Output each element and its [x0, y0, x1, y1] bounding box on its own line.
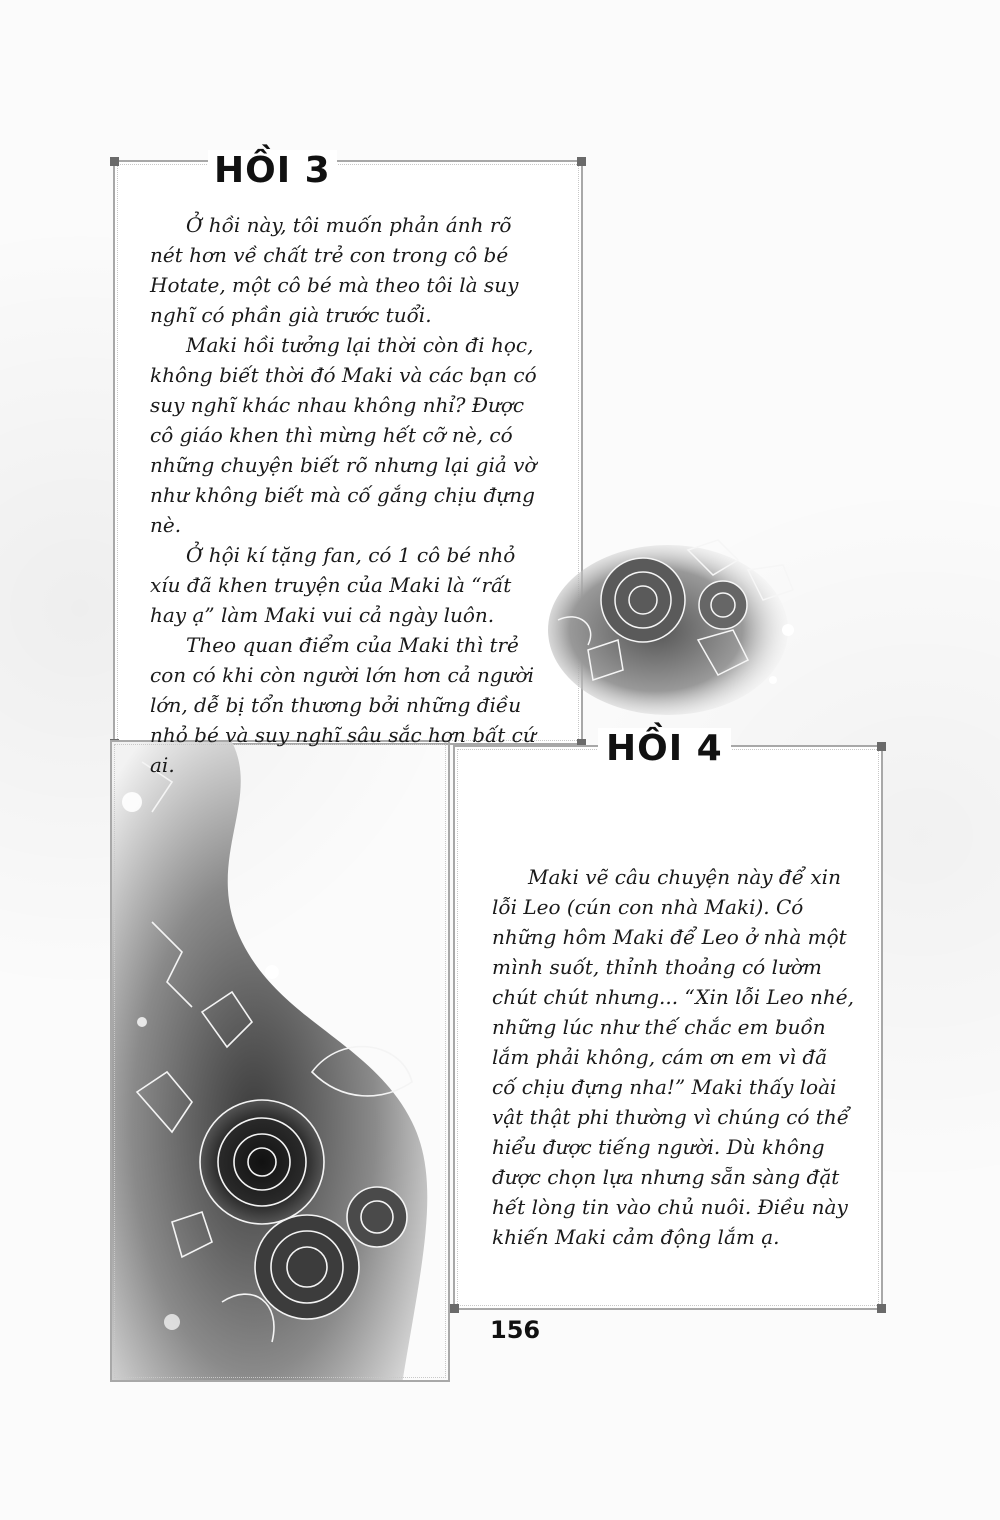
paragraph: Ở hội kí tặng fan, có 1 cô bé nhỏ xíu đã khen truyện của Maki là “rất hay ạ” làm Maki vui cả ngày luôn. — [150, 543, 516, 627]
roses-illustration-panel — [110, 740, 450, 1382]
frame-corner — [577, 157, 586, 166]
roses-and-ivy-illustration — [112, 742, 450, 1382]
rose-and-ivy-illustration — [548, 530, 808, 730]
frame-corner — [877, 1304, 886, 1313]
frame-corner — [450, 1304, 459, 1313]
paragraph: Maki hồi tưởng lại thời còn đi học, không biết thời đó Maki và các bạn có suy nghĩ khác nhau không nhỉ? Được cô giáo khen thì mừng hết cỡ nè, có những chuyện biết rõ nhưng lại giả vờ như không biết mà cố gắng chịu đựng nè. — [150, 333, 537, 537]
section-3-body — [150, 210, 548, 780]
page-number: 156 — [490, 1316, 541, 1344]
section-4-heading: HỒI 4 — [598, 728, 731, 769]
frame-corner — [877, 742, 886, 751]
paragraph: Ở hồi này, tôi muốn phản ánh rõ nét hơn về chất trẻ con trong cô bé Hotate, một cô bé mà theo tôi là suy nghĩ có phần già trước tuổi. — [150, 213, 519, 327]
paragraph: Theo quan điểm của Maki thì trẻ con có khi còn người lớn hơn cả người lớn, dễ bị tổn thương bởi những điều nhỏ bé và suy nghĩ sâu sắc hơn bất cứ ai. — [150, 633, 536, 777]
section-4-body — [492, 862, 854, 1252]
paragraph: Maki vẽ câu chuyện này để xin lỗi Leo (cún con nhà Maki). Có những hôm Maki để Leo ở nhà một mình suốt, thỉnh thoảng có lườm chút chút nhưng... “Xin lỗi Leo nhé, những lúc như thế chắc em buồn lắm phải không, cám ơn em vì đã cố chịu đựng nha!” Maki thấy loài vật thật phi thường vì chúng có thể hiểu được tiếng người. Dù không được chọn lựa nhưng sẵn sàng đặt hết lòng tin vào chủ nuôi. Điều này khiến Maki cảm động lắm ạ. — [492, 865, 854, 1249]
section-3-heading: HỒI 3 — [208, 150, 337, 191]
frame-corner — [110, 157, 119, 166]
